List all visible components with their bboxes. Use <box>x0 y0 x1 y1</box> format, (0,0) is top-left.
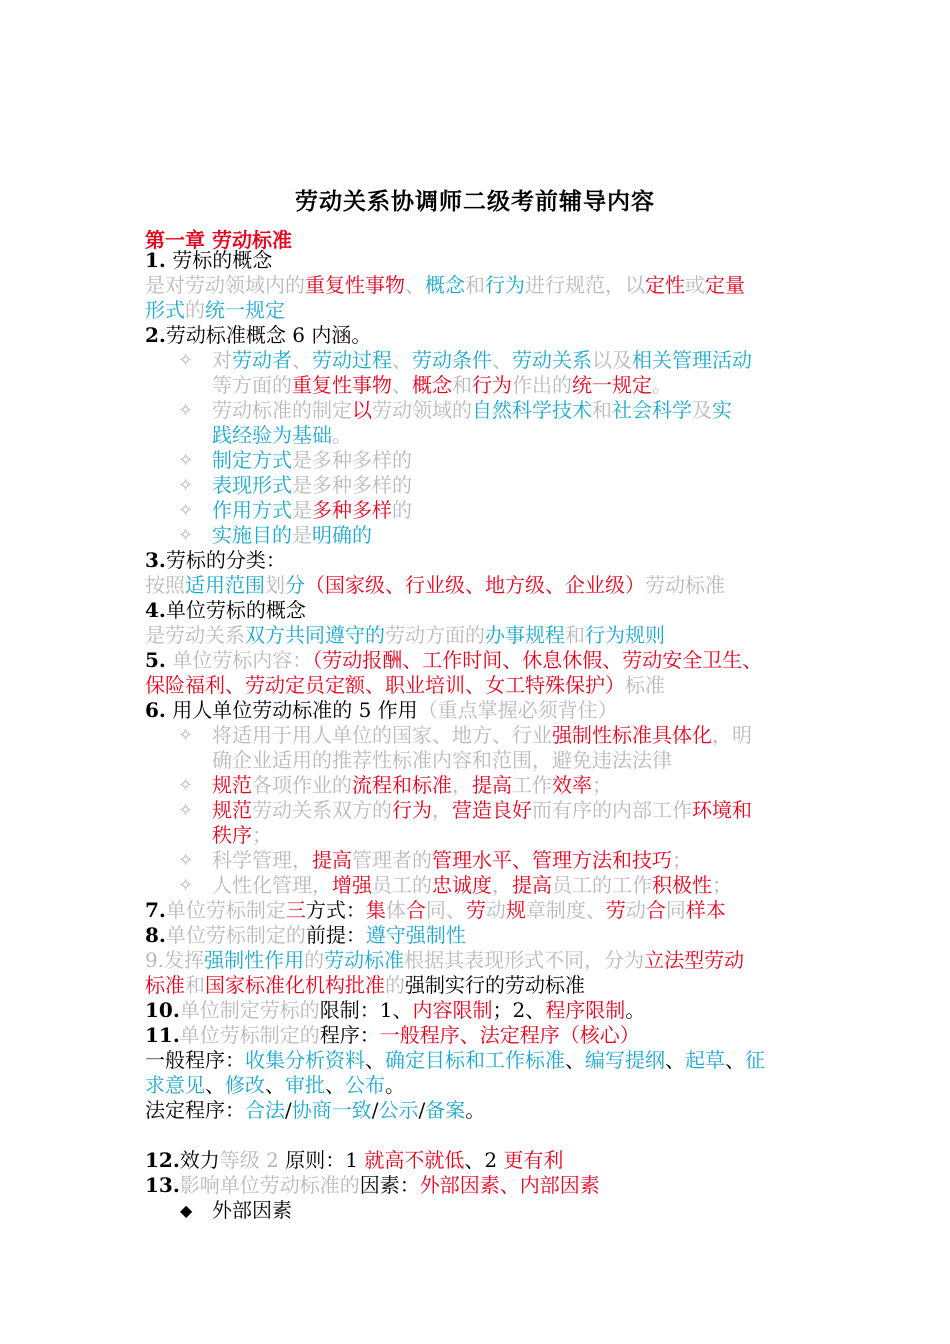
hollow-bullet-icon: ✧ <box>178 875 194 896</box>
text-span: 、 <box>392 373 412 397</box>
text-span: 规 <box>505 898 526 922</box>
text-span: 保险福利、劳动定员定额、职业培训、女工特殊保护 <box>145 673 605 697</box>
text-span: 社会科学 <box>612 398 692 422</box>
text-span: 实 <box>712 398 732 422</box>
text-span: 。 <box>625 998 646 1022</box>
text-span: 11. <box>145 1023 180 1047</box>
text-span: 章制度、 <box>525 898 606 922</box>
text-span: 劳动标准 <box>645 573 725 597</box>
text-span: （重点掌握必须背住） <box>417 698 618 722</box>
text-span: 强制性标准具体化 <box>552 723 712 747</box>
text-span: 审批 <box>285 1073 325 1097</box>
text-span: 修改 <box>225 1073 265 1097</box>
text-span: 员工的 <box>372 873 432 897</box>
text-span: 用人单位劳动标准的 5 作用 <box>165 698 418 722</box>
text-span: 内容限制 <box>412 998 493 1022</box>
text-line <box>212 773 612 798</box>
text-span: 2. <box>145 323 166 347</box>
text-span: 动 <box>485 898 506 922</box>
text-span: 概念 <box>425 273 465 297</box>
text-span: 、 <box>292 348 312 372</box>
text-span: ； <box>252 823 272 847</box>
text-line <box>145 1048 765 1073</box>
text-line <box>145 673 665 698</box>
text-span: 划 <box>265 573 285 597</box>
text-span: 定量 <box>705 273 745 297</box>
text-span: 外部因素、内部因素 <box>419 1173 600 1197</box>
text-span: 的 <box>392 498 412 522</box>
text-span: 一般程序： <box>145 1048 245 1072</box>
text-span: 5. <box>145 648 166 672</box>
text-line <box>212 798 752 823</box>
hollow-bullet-icon: ✧ <box>178 725 194 746</box>
text-span: 将适用于用人单位的国家、地方、行业 <box>212 723 552 747</box>
text-span: 影响单位劳动标准的 <box>179 1173 360 1197</box>
text-span: / <box>371 1098 379 1122</box>
text-span: 劳 <box>605 898 626 922</box>
text-span: / <box>418 1098 426 1122</box>
text-span: 同 <box>665 898 686 922</box>
text-span: ； <box>672 848 692 872</box>
text-line <box>145 298 285 323</box>
text-span: 等级 2 <box>219 1148 279 1172</box>
text-line <box>145 923 466 948</box>
text-span: 流程和标准 <box>352 773 452 797</box>
text-line <box>145 698 618 723</box>
text-span: ） <box>605 673 625 697</box>
text-span: 单位劳标制定 <box>165 898 286 922</box>
text-span: 程序： <box>319 1023 380 1047</box>
text-span: 等方面的 <box>212 373 292 397</box>
text-span: 单位劳标制定的 <box>179 1023 320 1047</box>
text-line <box>212 473 412 498</box>
hollow-bullet-icon: ✧ <box>178 400 194 421</box>
text-span: 制定方式 <box>212 448 292 472</box>
text-line <box>145 273 745 298</box>
text-span: 按照 <box>145 573 185 597</box>
text-span: ） <box>625 573 645 597</box>
text-span: 增强 <box>332 873 372 897</box>
hollow-bullet-icon: ✧ <box>178 350 194 371</box>
text-line <box>145 1098 485 1123</box>
text-span: 强制实行的劳动标准 <box>405 973 585 997</box>
text-span: 收集分析资料 <box>245 1048 365 1072</box>
text-span: 、2 <box>464 1148 504 1172</box>
text-span: 定性 <box>645 273 685 297</box>
text-span: 1、 <box>379 998 413 1022</box>
text-span: 多种多样 <box>312 498 392 522</box>
text-span: 三 <box>285 898 306 922</box>
text-span: 编写提纲 <box>585 1048 665 1072</box>
hollow-bullet-icon: ✧ <box>178 450 194 471</box>
text-span: 重复性事物 <box>292 373 392 397</box>
text-span: 8. <box>145 923 166 947</box>
text-span: 管理者的 <box>352 848 432 872</box>
text-span: 员工的工作 <box>552 873 652 897</box>
text-span: 、 <box>665 1048 685 1072</box>
text-span: 规范 <box>212 798 252 822</box>
text-span: 效力 <box>179 1148 220 1172</box>
text-span: 限制： <box>319 998 380 1022</box>
text-span: ， <box>432 798 452 822</box>
text-span: 人性化管理， <box>212 873 332 897</box>
text-span: 是多种多样的 <box>292 448 412 472</box>
text-span: 行为 <box>472 373 512 397</box>
text-span: 明确的 <box>312 523 372 547</box>
text-span: 劳动方面的 <box>385 623 485 647</box>
text-line <box>145 648 762 673</box>
text-span: 。 <box>385 1073 405 1097</box>
text-span: 确企业适用的推荐性标准内容和范围，避免违法法律 <box>212 748 672 772</box>
text-span: 进行规范，以 <box>525 273 645 297</box>
text-span: 标准 <box>625 673 665 697</box>
text-line <box>212 848 692 873</box>
hollow-bullet-icon: ✧ <box>178 775 194 796</box>
text-line <box>212 448 412 473</box>
text-span: 国家级、行业级、地方级、企业级 <box>325 573 625 597</box>
text-line <box>212 398 732 423</box>
text-span: 的 <box>185 298 205 322</box>
hollow-bullet-icon: ✧ <box>178 800 194 821</box>
hollow-bullet-icon: ✧ <box>178 525 194 546</box>
text-span: 、 <box>565 1048 585 1072</box>
text-span: 劳标的分类： <box>165 548 286 572</box>
text-span: 3. <box>145 548 166 572</box>
text-line <box>212 498 412 523</box>
text-span: 标准 <box>145 973 185 997</box>
text-span: 就高不就低 <box>357 1148 465 1172</box>
text-span: 合 <box>405 898 426 922</box>
text-span: 。 <box>652 373 672 397</box>
text-span: 、 <box>265 1073 285 1097</box>
text-span: 是 <box>292 523 312 547</box>
text-line <box>145 973 585 998</box>
text-span: 提高 <box>512 873 552 897</box>
text-span: ， <box>492 873 512 897</box>
text-span: 适用范围 <box>185 573 265 597</box>
text-span: 自然科学技术 <box>472 398 592 422</box>
text-span: 提高 <box>312 848 352 872</box>
text-span: 表现形式 <box>212 473 292 497</box>
text-span: 单位劳标的概念 <box>165 598 306 622</box>
text-span: 、 <box>205 1073 225 1097</box>
text-span: 以及 <box>592 348 632 372</box>
text-span: 公布 <box>345 1073 385 1097</box>
text-span: 各项作业的 <box>252 773 352 797</box>
text-span: 9. <box>145 948 165 972</box>
text-span: 营造良好 <box>452 798 532 822</box>
text-span: 确定目标和工作标准 <box>385 1048 565 1072</box>
text-span: 劳动关系 <box>512 348 592 372</box>
text-span: ； <box>592 773 612 797</box>
text-line <box>212 748 672 773</box>
text-span: 对 <box>212 348 232 372</box>
text-span: ， <box>452 773 472 797</box>
text-span: 劳动领域的 <box>372 398 472 422</box>
text-span: 。 <box>332 423 352 447</box>
text-span: 单位劳标制定的 <box>165 923 306 947</box>
text-span: 行为 <box>392 798 432 822</box>
text-span: 和 <box>185 973 205 997</box>
text-span: 劳动标准 <box>324 948 405 972</box>
text-line <box>145 998 645 1023</box>
text-span: 发挥 <box>164 948 205 972</box>
text-span: 和 <box>452 373 472 397</box>
solid-diamond-bullet-icon: ◆ <box>180 1201 193 1220</box>
text-span: 因素： <box>359 1173 420 1197</box>
text-span: 统一规定 <box>572 373 652 397</box>
text-span: 劳 <box>465 898 486 922</box>
text-line <box>145 1023 640 1048</box>
text-span: 起草 <box>685 1048 725 1072</box>
text-span: 分 <box>285 573 305 597</box>
text-line <box>212 348 752 373</box>
text-line <box>145 1148 563 1173</box>
text-span: 形式 <box>145 298 185 322</box>
text-span: 6. <box>145 698 166 722</box>
text-span: 管理水平、管理方法和技巧 <box>432 848 672 872</box>
text-span: 。 <box>465 1098 486 1122</box>
text-span: 征 <box>745 1048 765 1072</box>
text-line <box>145 323 371 348</box>
text-span: 践经验为基础 <box>212 423 332 447</box>
text-line <box>212 1198 292 1223</box>
text-span: 单位制定劳标的 <box>179 998 320 1022</box>
text-line <box>145 898 726 923</box>
text-span: 前提： <box>305 923 366 947</box>
text-span: 2、 <box>512 998 546 1022</box>
text-span: 、 <box>725 1048 745 1072</box>
text-line <box>145 598 306 623</box>
text-line <box>212 423 352 448</box>
text-span: 环境和 <box>692 798 752 822</box>
text-span: 劳动条件 <box>412 348 492 372</box>
text-span: ，明 <box>712 723 752 747</box>
text-span: 1. <box>145 248 166 272</box>
text-span: 规范 <box>212 773 252 797</box>
text-span: 是 <box>292 498 312 522</box>
text-line <box>212 873 732 898</box>
text-span: 、 <box>392 348 412 372</box>
text-span: 或 <box>685 273 705 297</box>
text-line <box>212 523 372 548</box>
text-span: 样本 <box>685 898 726 922</box>
text-span: 和 <box>592 398 612 422</box>
text-line <box>145 248 272 273</box>
text-span: 办事规程 <box>485 623 565 647</box>
text-span: 公示 <box>378 1098 419 1122</box>
text-span: 10. <box>145 998 180 1022</box>
text-span: 提高 <box>472 773 512 797</box>
text-span: 合 <box>645 898 666 922</box>
text-span: 13. <box>145 1173 180 1197</box>
text-span: 劳动过程 <box>312 348 392 372</box>
text-span: 是多种多样的 <box>292 473 412 497</box>
text-span: 秩序 <box>212 823 252 847</box>
text-span: 协商一致 <box>291 1098 372 1122</box>
text-span: ； <box>712 873 732 897</box>
text-span: 原则：1 <box>278 1148 358 1172</box>
text-line <box>145 548 286 573</box>
text-span: 12. <box>145 1148 180 1172</box>
text-span: 国家标准化机构批准 <box>205 973 385 997</box>
text-line <box>212 373 672 398</box>
text-span: 双方共同遵守的 <box>245 623 385 647</box>
text-span: 以 <box>352 398 372 422</box>
text-span: 行为规则 <box>585 623 665 647</box>
text-span: 是劳动关系 <box>145 623 245 647</box>
text-span: 求意见 <box>145 1073 205 1097</box>
text-span: / <box>285 1098 292 1122</box>
text-line <box>145 1073 405 1098</box>
text-span: 、 <box>325 1073 345 1097</box>
hollow-bullet-icon: ✧ <box>178 850 194 871</box>
hollow-bullet-icon: ✧ <box>178 475 194 496</box>
chapter-heading: 第一章 劳动标准 <box>145 228 292 252</box>
text-span: 遵守强制性 <box>365 923 466 947</box>
text-span: 更有利 <box>503 1148 564 1172</box>
text-span: 实施目的 <box>212 523 292 547</box>
text-span: 和 <box>465 273 485 297</box>
text-span: 集 <box>365 898 386 922</box>
text-line <box>145 948 744 973</box>
text-span: 一般程序、法定程序（核心） <box>379 1023 640 1047</box>
text-span: 、 <box>405 273 425 297</box>
text-line <box>212 823 272 848</box>
text-span: ； <box>492 998 513 1022</box>
text-span: 工作 <box>512 773 552 797</box>
text-line <box>145 1173 600 1198</box>
text-span: 强制性作用 <box>204 948 305 972</box>
text-span: 方式： <box>305 898 366 922</box>
text-span: 忠诚度 <box>432 873 492 897</box>
text-span: 的 <box>304 948 325 972</box>
text-span: 是对劳动领域内的 <box>145 273 305 297</box>
text-span: 外部因素 <box>212 1198 292 1222</box>
text-line <box>145 573 725 598</box>
text-span: 和 <box>565 623 585 647</box>
text-span: 4. <box>145 598 166 622</box>
text-span: 作用方式 <box>212 498 292 522</box>
text-span: 统一规定 <box>205 298 285 322</box>
text-span: 劳动者 <box>232 348 292 372</box>
text-span: 单位劳标内容： <box>165 648 313 672</box>
text-span: 7. <box>145 898 166 922</box>
text-span: 效率 <box>552 773 592 797</box>
text-line <box>145 623 665 648</box>
text-span: 备案 <box>425 1098 466 1122</box>
text-span: 合法 <box>245 1098 285 1122</box>
text-span: （劳动报酬、工作时间、休息休假、劳动安全卫生、 <box>312 648 763 672</box>
text-span: （ <box>305 573 325 597</box>
text-span: 劳动关系双方的 <box>252 798 392 822</box>
text-line <box>212 723 752 748</box>
text-span: 作出的 <box>512 373 572 397</box>
text-span: 体 <box>385 898 406 922</box>
text-span: 法定程序： <box>145 1098 245 1122</box>
text-span: 重复性事物 <box>305 273 405 297</box>
text-span: 科学管理， <box>212 848 312 872</box>
page-title: 劳动关系协调师二级考前辅导内容 <box>295 188 655 215</box>
text-span: 及 <box>692 398 712 422</box>
text-span: 、 <box>365 1048 385 1072</box>
text-span: 立法型劳动 <box>644 948 745 972</box>
text-span: 劳动标准概念 6 内涵。 <box>165 323 372 347</box>
text-span: 相关管理活动 <box>632 348 752 372</box>
text-span: 的 <box>385 973 405 997</box>
text-span: 劳动标准的制定 <box>212 398 352 422</box>
text-span: 动 <box>625 898 646 922</box>
text-span: 概念 <box>412 373 452 397</box>
text-span: 而有序的内部工作 <box>532 798 692 822</box>
text-span: 同、 <box>425 898 466 922</box>
hollow-bullet-icon: ✧ <box>178 500 194 521</box>
text-span: 积极性 <box>652 873 712 897</box>
text-span: 、 <box>492 348 512 372</box>
text-span: 程序限制 <box>545 998 626 1022</box>
text-span: 行为 <box>485 273 525 297</box>
text-span: 劳标的概念 <box>165 248 273 272</box>
text-span: 根据其表现形式不同，分为 <box>404 948 645 972</box>
